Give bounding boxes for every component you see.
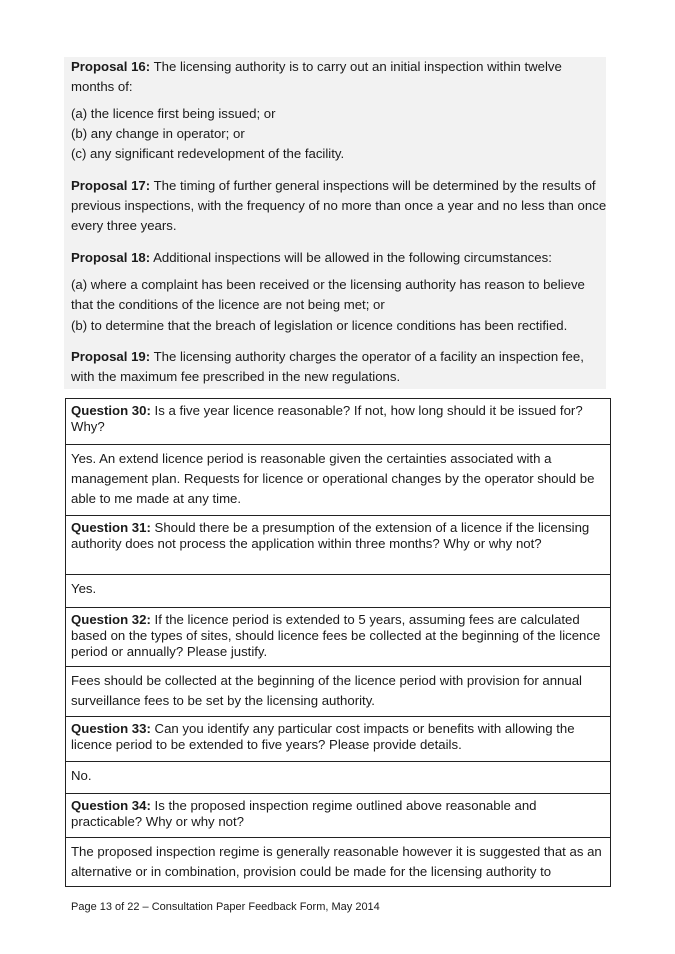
proposal-19 bbox=[71, 347, 607, 387]
question-cell bbox=[66, 516, 611, 575]
answer-32[interactable]: Fees should be collected at the beginning of the licence period with provision for annual surveillance fees to be set by the licensing authority. bbox=[66, 667, 611, 717]
answer-33[interactable]: No. bbox=[66, 762, 611, 794]
question-32-label: Question 32: bbox=[71, 612, 151, 627]
proposal-17 bbox=[71, 176, 607, 236]
answer-row bbox=[66, 838, 611, 887]
proposal-19-label: Proposal 19: bbox=[71, 349, 151, 364]
answer-row bbox=[66, 445, 611, 516]
question-33-label: Question 33: bbox=[71, 721, 151, 736]
answer-34[interactable]: The proposed inspection regime is generally reasonable however it is suggested that as an alternative or in combination, provision could be made for the licensing authority to bbox=[66, 838, 611, 887]
proposal-16-label: Proposal 16: bbox=[71, 59, 151, 74]
question-33-text: Can you identify any particular cost impacts or benefits with allowing the licence period to be extended to five years? Please provide details. bbox=[71, 721, 575, 752]
answer-31[interactable]: Yes. bbox=[66, 575, 611, 608]
proposal-16-text: The licensing authority is to carry out an initial inspection within twelve months of: bbox=[71, 59, 562, 94]
answer-row bbox=[66, 762, 611, 794]
proposal-18 bbox=[71, 248, 607, 268]
question-row bbox=[66, 794, 611, 838]
proposal-19-text: The licensing authority charges the operator of a facility an inspection fee, with the maximum fee prescribed in the new regulations. bbox=[71, 349, 584, 384]
proposal-16 bbox=[71, 57, 607, 97]
proposal-18-label: Proposal 18: bbox=[71, 250, 151, 265]
question-cell bbox=[66, 399, 611, 445]
question-30-text: Is a five year licence reasonable? If not, how long should it be issued for? Why? bbox=[71, 403, 583, 434]
answer-row bbox=[66, 575, 611, 608]
question-cell bbox=[66, 794, 611, 838]
question-34-text: Is the proposed inspection regime outlined above reasonable and practicable? Why or why not? bbox=[71, 798, 537, 829]
proposal-17-text: The timing of further general inspections will be determined by the results of previous inspections, with the frequency of no more than once a year and no less than once every three years. bbox=[71, 178, 607, 233]
proposal-16-item-b: (b) any change in operator; or bbox=[71, 126, 245, 141]
answer-30[interactable]: Yes. An extend licence period is reasonable given the certainties associated with a management plan. Requests for licence or operational changes by the operator should be able to me made at any time. bbox=[66, 445, 611, 516]
question-31-label: Question 31: bbox=[71, 520, 151, 535]
question-30-label: Question 30: bbox=[71, 403, 151, 418]
question-32-text: If the licence period is extended to 5 years, assuming fees are calculated based on the types of sites, should licence fees be collected at the beginning of the licence period or annually? Please justify. bbox=[71, 612, 601, 659]
question-31-text: Should there be a presumption of the extension of a licence if the licensing authority does not process the application within three months? Why or why not? bbox=[71, 520, 590, 551]
question-row bbox=[66, 516, 611, 575]
question-row bbox=[66, 399, 611, 445]
page-footer: Page 13 of 22 – Consultation Paper Feedback Form, May 2014 bbox=[71, 901, 380, 913]
questions-table bbox=[65, 398, 611, 887]
question-row bbox=[66, 608, 611, 667]
proposal-16-item-a: (a) the licence first being issued; or bbox=[71, 106, 276, 121]
proposal-18-text: Additional inspections will be allowed in the following circumstances: bbox=[150, 250, 552, 265]
question-cell bbox=[66, 608, 611, 667]
proposal-17-label: Proposal 17: bbox=[71, 178, 151, 193]
question-34-label: Question 34: bbox=[71, 798, 151, 813]
question-row bbox=[66, 717, 611, 762]
answer-row bbox=[66, 667, 611, 717]
proposal-18-item-b: (b) to determine that the breach of legislation or licence conditions has been rectified. bbox=[71, 318, 568, 333]
proposal-16-item-c: (c) any significant redevelopment of the facility. bbox=[71, 146, 345, 161]
question-cell bbox=[66, 717, 611, 762]
proposal-18-item-a: (a) where a complaint has been received or the licensing authority has reason to believe that the conditions of the licence are not being met; or bbox=[71, 277, 585, 312]
